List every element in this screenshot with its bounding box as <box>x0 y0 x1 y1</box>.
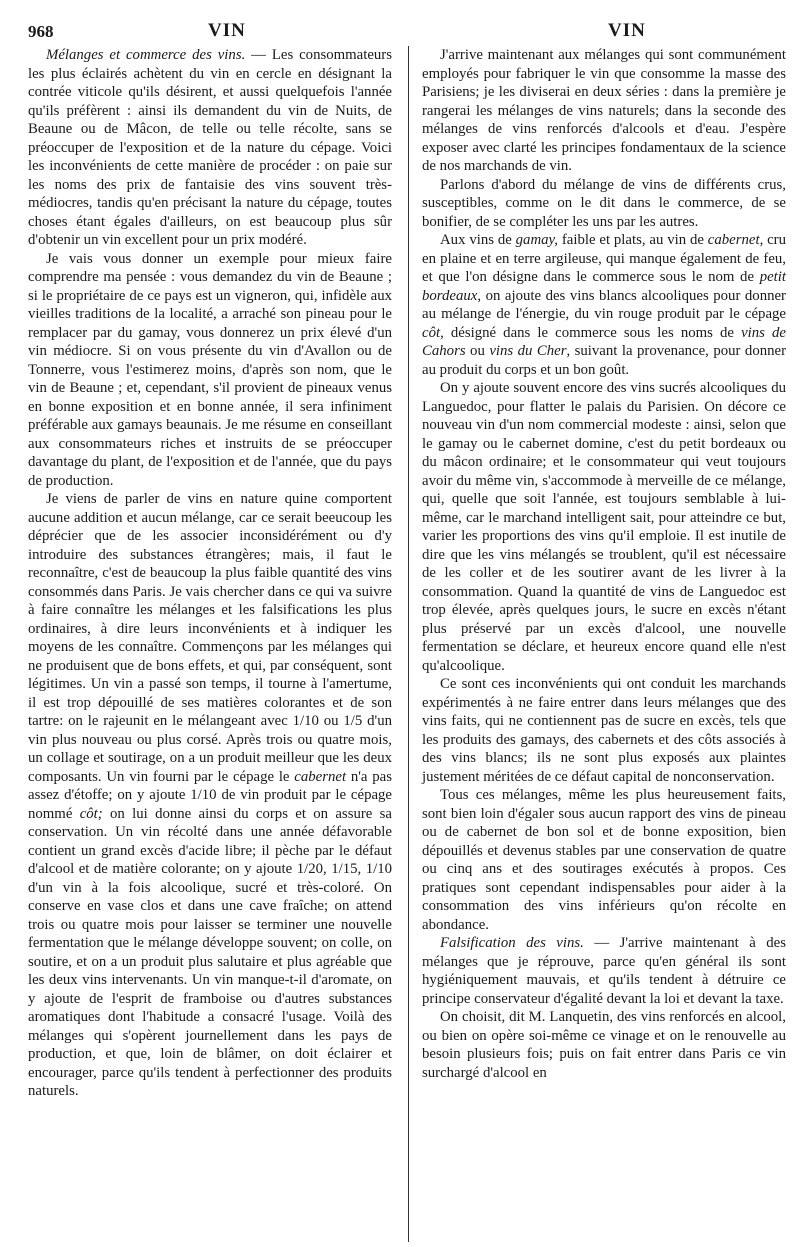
paragraph <box>28 46 392 250</box>
left-column <box>28 46 392 1236</box>
text-run: Je viens de parler de vins en nature quine comportent aucune addition et aucun mélange, car ce serait beeucoup les déprécier que de les associer inconsidérément ou d'y introduire des substances étrangères; mais, il faut le reconnaître, c'est de beaucoup la plus faible quantité des vins consommés dans Paris. Je vais chercher dans ce qui va suivre à faire connaître les mélanges et les falsifications les plus ordinaires, à dire leurs inconvénients et à indiquer les moyens de les connaître. Commençons par les mélanges qui ne produisent que de bons effets, et qui, par conséquent, sont légitimes. Un vin a passé son temps, il tourne à l'amertume, il est trop dépouillé de ses matières colorantes et de son tartre: on le rajeunit en le mélangeant avec 1/10 ou 1/5 d'un vin plus nouveau ou plus corsé. Après trois ou quatre mois, un collage et soutirage, on a un produit meilleur que les deux composants. Un vin fourni par le cépage le <box>28 491 392 785</box>
header-word-right: VIN <box>608 20 646 41</box>
italic-text: gamay, <box>515 232 558 248</box>
text-run: , suivant la provenance, pour donner au produit du corps et un bon goût. <box>422 343 787 378</box>
italic-text: côt; <box>79 805 103 822</box>
italic-text: cabernet <box>707 232 760 248</box>
paragraph <box>28 490 392 1101</box>
paragraph <box>422 675 786 786</box>
text-run: , cru en plaine et en terre argileuse, qui manque également de feu, et que l'on désigne dans le commerce sous le nom de <box>422 232 787 285</box>
running-header <box>28 12 786 46</box>
text-run: On y ajoute souvent encore des vins sucrés alcooliques du Languedoc, pour flatter le palais du Parisien. On décore ce nouveau vin d'un nom commercial modeste : ainsi, selon que le gamay ou le cabernet domine, c'est du petit bordeaux ou du mâcon ordinaire; et le consommateur qui veut toujours avoir du même vin, s'accommode à merveille de ce mélange, qui, quelle que soit l'année, est toujours semblable à lui-même, car le marchand intelligent sait, pour atteindre ce but, varier les proportions des vins qu'il emploie. Il est inutile de dire que les vins mélangés se troublent, qu'il est nécessaire de les coller et de les soutirer avant de les livrer à la consommation. Quand la quantité de vins de Languedoc est trop élevée, après quelques jours, le sucre en excès n'étant plus préservé par un excès d'alcool, une nouvelle fermentation se déclare, et heureux encore quand elle n'est qu'alcoolique. <box>422 380 786 674</box>
paragraph <box>422 379 786 675</box>
text-run: Tous ces mélanges, même les plus heureusement faits, sont bien loin d'égaler sous aucun rapport des vins de pineau ou de cabernet de bon sol et de bonne exposition, bien dépouillés et devenus stables par une conservation de quatre ou cinq ans et des soutirages exécutés à propos. Ces pratiques sont cependant indispensables pour aider à la consommation des vins inférieurs qu'on récolte en abondance. <box>422 787 786 933</box>
text-run: , désigné dans le commerce sous les noms de <box>440 324 742 341</box>
text-run: J'arrive maintenant aux mélanges qui sont communément employés pour fabriquer le vin que consomme la masse des Parisiens; je les diviserai en deux séries : dans la première je rangerai les mélanges de vins naturels; dans la seconde des mélanges de vins renforcés d'alcools et d'eau. J'espère exposer avec clarté les principes fondamentaux de la science de nos marchands de vin. <box>422 47 786 174</box>
italic-text: côt <box>422 324 441 341</box>
paragraph <box>422 1008 786 1082</box>
text-run: Je vais vous donner un exemple pour mieux faire comprendre ma pensée : vous demandez du vin de Beaune ; si le propriétaire de ce pays est un vigneron, qui, infidèle aux vieilles traditions de la localité, a arraché son pineau pour le remplacer par du gamay, vous donnerez un prix élevé d'un vin médiocre. Si on vous présente du vin d'Avallon ou de Tonnerre, vous l'estimerez moins, d'après son nom, que le vin de Beaune ; et, cependant, s'il provient de pineaux venus en bonne exposition et en bonne année, il sera infiniment préférable aux gamays beaunais. Je me résume en conseillant aux consommateurs riches et instruits de se préoccuper davantage du plant, de l'exposition et de l'année, que du pays de production. <box>28 250 392 489</box>
italic-text: vins de Cahors <box>422 324 786 359</box>
text-run: n'a pas assez d'étoffe; on y ajoute 1/10 de vin produit par le cépage nommé <box>28 768 392 822</box>
paragraph <box>422 934 786 1008</box>
paragraph <box>422 176 786 232</box>
italic-text: vins du Cher <box>489 343 567 359</box>
italic-text: Mélanges et commerce des vins. <box>46 47 246 63</box>
page-number: 968 <box>28 22 54 41</box>
text-run: — Les consommateurs les plus éclairés achètent du vin en cercle en désignant la contrée viticole qu'ils désirent, et aussi quelquefois l'année qu'ils préfèrent : ainsi ils demandent du vin de Nuits, de Beaune ou de Mâcon, de telle ou telle récolte, sans se préoccuper de l'exposition et de la nature du cépage. Voici les inconvénients de cette manière de procéder : on paie sur les noms des prix de fantaisie des vins souvent très-médiocres, tandis qu'en précisant la nature du cépage, toutes choses étant égales d'ailleurs, on est beaucoup plus sûr d'obtenir un vin excellent pour un prix modéré. <box>28 47 392 248</box>
italic-text: Falsification des vins. <box>440 935 584 951</box>
text-run: Parlons d'abord du mélange de vins de différents crus, susceptibles, comme on le dit dans le commerce, de se bonifier, de se compléter les uns par les autres. <box>422 176 786 230</box>
text-run: — J'arrive maintenant à des mélanges que je réprouve, parce qu'en général ils sont hygiéniquement mauvais, et qu'ils tendent à détruire ce principe conservateur d'égalité devant la loi et devant la taxe. <box>422 935 786 1007</box>
header-word-left: VIN <box>208 20 246 41</box>
text-run: On choisit, dit M. Lanquetin, des vins renforcés en alcool, ou bien on opère soi-même ce vinage et on le renouvelle au besoin plusieurs fois; puis on fait entrer dans Paris ce vin surchargé d'alcool en <box>422 1009 786 1081</box>
paragraph <box>422 231 786 379</box>
text-run: Ce sont ces inconvénients qui ont conduit les marchands expérimentés à ne faire entrer dans leurs mélanges que des vins faits, qui ne contiennent pas de sucre en excès, tels que les produits des gamays, des cabernets et des côts associés à des vins blancs; ils ne sont plus exposés aux plaintes justement méritées de ce défaut capital de nonconservation. <box>422 676 786 785</box>
two-column-body <box>28 46 786 1236</box>
italic-text: petit bordeaux <box>422 269 786 304</box>
text-run: faible et plats, au vin de <box>558 232 708 248</box>
text-run: , on ajoute des vins blancs alcooliques pour donner au mélange de l'énergie, du vin rouge produit par le cépage <box>422 287 786 322</box>
text-run: on lui donne ainsi du corps et on assure sa conservation. Un vin récolté dans une année défavorable contient un grand excès d'acide libre; il pèche par le défaut d'alcool et de matière colorante; on y ajoute 1/20, 1/15, 1/10 d'un vin à la fois alcoolique, sucré et très-coloré. On conserve en vase clos et dans une cave fraîche; on attend trois ou quatre mois pour laisser se terminer une nouvelle fermentation que le mélange développe souvent; on colle, on soutire, et on a un produit plus salutaire et plus agréable que les deux vins intervenants. Un vin manque-t-il d'aromate, on y ajoute de l'esprit de framboise ou d'autres substances aromatiques dont l'habitude a consacré l'usage. Voilà des mélanges qui s'opèrent journellement dans les pays de production, et que, loin de blâmer, on doit éclairer et encourager, parce qu'ils tendent à perfectionner des produits naturels. <box>28 805 392 1099</box>
right-column <box>422 46 786 1236</box>
italic-text: cabernet <box>294 768 347 785</box>
text-run: ou <box>465 343 490 359</box>
text-run: Aux vins de <box>440 232 516 248</box>
paragraph <box>28 250 392 491</box>
paragraph <box>422 786 786 934</box>
paragraph <box>422 46 786 176</box>
column-divider <box>408 46 409 1242</box>
